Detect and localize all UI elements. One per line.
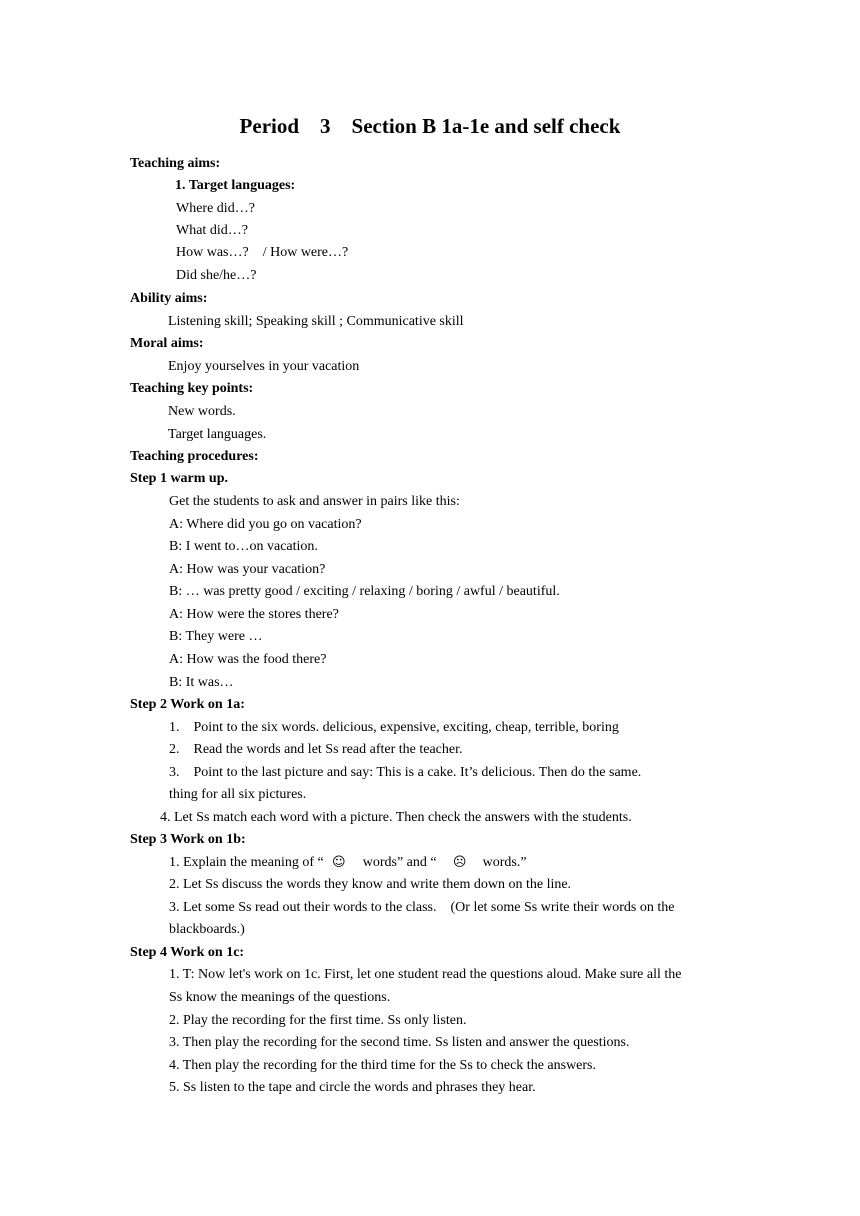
step3-heading: Step 3 Work on 1b: [130, 832, 246, 847]
moral-aims-text: Enjoy yourselves in your vacation [168, 359, 360, 374]
step3-line: 2. Let Ss discuss the words they know and write them down on the line. [169, 877, 572, 892]
smile-icon: ☺ [331, 855, 346, 870]
step2-heading: Step 2 Work on 1a: [130, 697, 245, 712]
frown-icon: ☹ [452, 855, 467, 870]
ability-aims-heading: Ability aims: [130, 291, 208, 306]
target-languages-heading: 1. Target languages: [175, 178, 296, 193]
step3-line: 3. Let some Ss read out their words to the class. (Or let some Ss write their words on the [169, 900, 675, 915]
step4-line: 3. Then play the recording for the second time. Ss listen and answer the questions. [169, 1035, 630, 1050]
step3-text: words” and “ [362, 855, 437, 870]
teaching-aims-heading: Teaching aims: [130, 156, 221, 171]
step4-line: 1. T: Now let's work on 1c. First, let one student read the questions aloud. Make sure all the [169, 967, 682, 982]
step1-line: Get the students to ask and answer in pairs like this: [169, 494, 460, 509]
dialogue-line: B: They were … [169, 629, 263, 644]
target-language-item: How was…? / How were…? [176, 245, 349, 260]
dialogue-line: A: How was the food there? [169, 652, 327, 667]
step4-line: Ss know the meanings of the questions. [169, 990, 391, 1005]
key-points-heading: Teaching key points: [130, 381, 254, 396]
step3-line [169, 854, 527, 872]
step2-line: 4. Let Ss match each word with a picture. Then check the answers with the students. [160, 810, 632, 825]
step4-heading: Step 4 Work on 1c: [130, 945, 245, 960]
target-language-item: Where did…? [176, 201, 255, 216]
step3-line: blackboards.) [169, 922, 245, 937]
key-point-item: Target languages. [168, 427, 267, 442]
step4-line: 2. Play the recording for the first time. Ss only listen. [169, 1013, 467, 1028]
dialogue-line: B: I went to…on vacation. [169, 539, 318, 554]
dialogue-line: A: How was your vacation? [169, 562, 326, 577]
step4-line: 5. Ss listen to the tape and circle the words and phrases they hear. [169, 1080, 536, 1095]
step2-line: 3. Point to the last picture and say: This is a cake. It’s delicious. Then do the same. [169, 765, 642, 780]
procedures-heading: Teaching procedures: [130, 449, 259, 464]
dialogue-line: A: How were the stores there? [169, 607, 339, 622]
step2-line: thing for all six pictures. [169, 787, 307, 802]
step2-line: 2. Read the words and let Ss read after the teacher. [169, 742, 463, 757]
moral-aims-heading: Moral aims: [130, 336, 204, 351]
step2-line: 1. Point to the six words. delicious, expensive, exciting, cheap, terrible, boring [169, 720, 619, 735]
dialogue-line: B: … was pretty good / exciting / relaxing / boring / awful / beautiful. [169, 584, 560, 599]
ability-aims-text: Listening skill; Speaking skill ; Communicative skill [168, 314, 464, 329]
dialogue-line: B: It was… [169, 675, 234, 690]
target-language-item: Did she/he…? [176, 268, 257, 283]
document-title: Period 3 Section B 1a-1e and self check [239, 114, 621, 138]
key-point-item: New words. [168, 404, 236, 419]
step3-text: 1. Explain the meaning of “ [169, 855, 324, 870]
step1-heading: Step 1 warm up. [130, 471, 229, 486]
target-language-item: What did…? [176, 223, 248, 238]
step3-text: words.” [482, 855, 527, 870]
step4-line: 4. Then play the recording for the third time for the Ss to check the answers. [169, 1058, 597, 1073]
dialogue-line: A: Where did you go on vacation? [169, 517, 362, 532]
